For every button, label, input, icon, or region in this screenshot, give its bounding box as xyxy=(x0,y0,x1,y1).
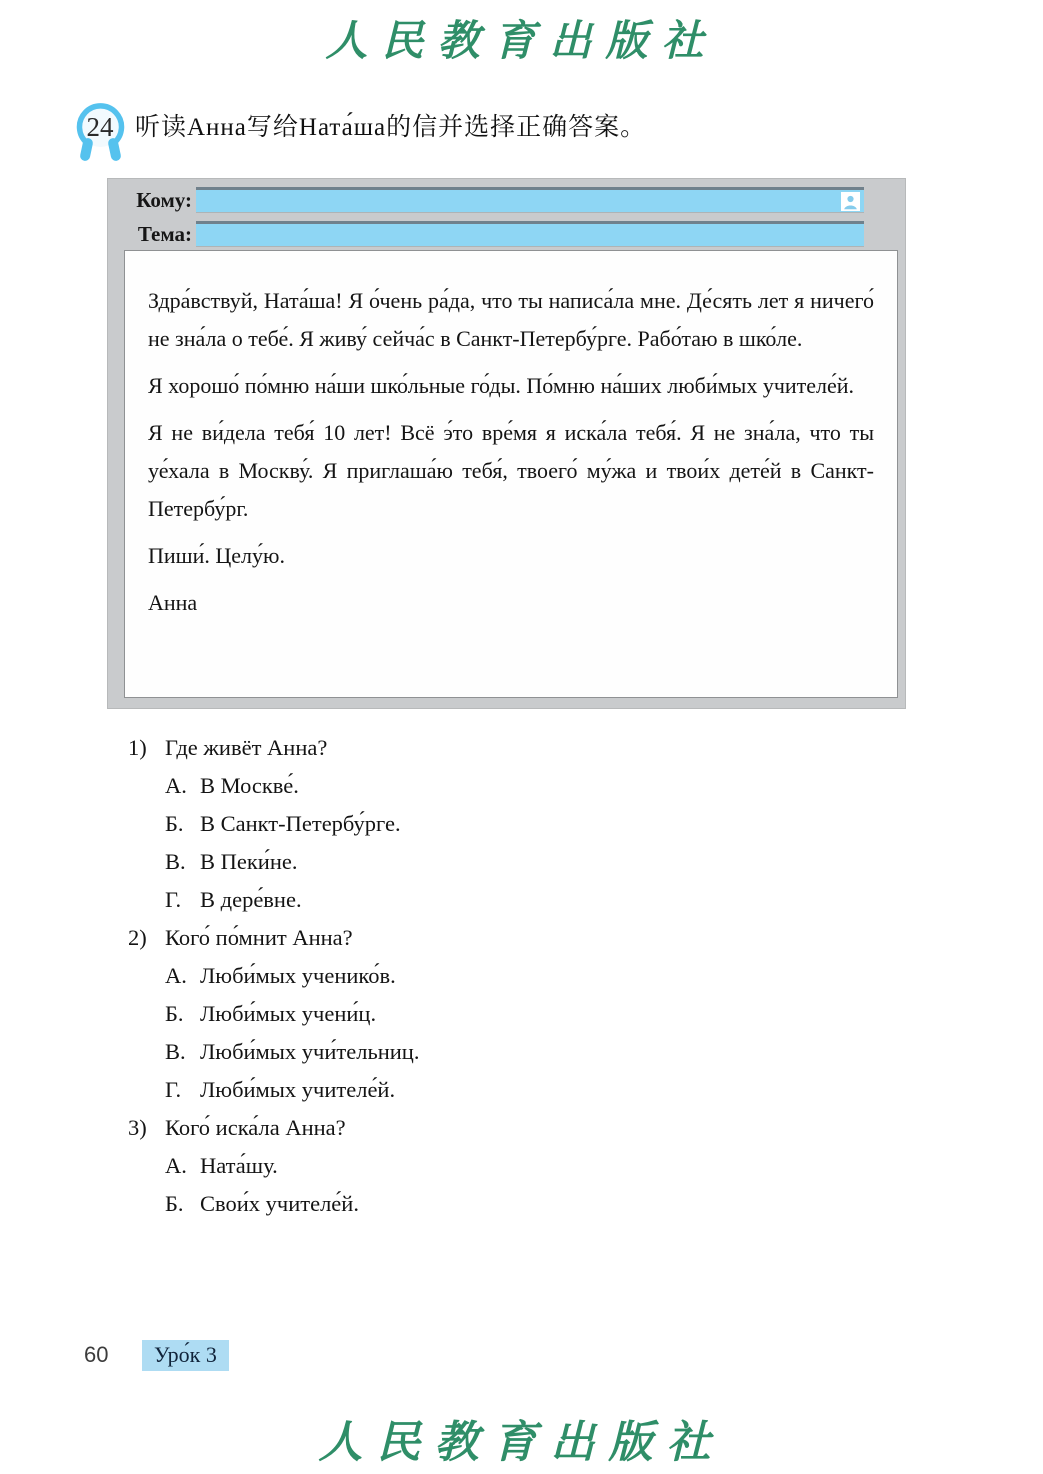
lesson-badge: Уро́к 3 xyxy=(142,1340,229,1371)
exercise-header xyxy=(76,102,646,164)
question-2-option-a[interactable] xyxy=(128,957,848,995)
letter-closing: Пиши́. Целу́ю. xyxy=(148,543,285,568)
option-text: Люби́мых учи́тельниц. xyxy=(200,1039,420,1064)
option-letter: А. xyxy=(165,963,187,988)
question-text: Кого́ иска́ла Анна? xyxy=(165,1115,346,1140)
question-1-option-a[interactable] xyxy=(128,767,848,805)
email-to-input[interactable] xyxy=(196,187,864,213)
contact-button[interactable] xyxy=(841,192,860,211)
option-text: Люби́мых ученико́в. xyxy=(200,963,396,988)
questions-section xyxy=(128,729,848,1223)
option-letter: Г. xyxy=(165,887,182,912)
option-letter: Г. xyxy=(165,1077,182,1102)
question-2-option-v[interactable] xyxy=(128,1033,848,1071)
exercise-badge xyxy=(76,102,126,164)
question-1-option-b[interactable] xyxy=(128,805,848,843)
letter-paragraph: Я не ви́дела тебя́ 10 лет! Всё э́то вре́мя я иска́ла тебя́. Я не зна́ла, что ты уе́хала в Москву́. Я приглаша́ю тебя́, твоего́ му́жа и твои́х дете́й в Санкт-Петербу́рг. xyxy=(148,420,874,521)
option-text: Свои́х учителе́й. xyxy=(200,1191,359,1216)
email-subject-input[interactable] xyxy=(196,221,864,247)
question-3-option-b[interactable] xyxy=(128,1185,848,1223)
option-letter: А. xyxy=(165,1153,187,1178)
question-number: 2) xyxy=(128,925,147,950)
question-1-option-g[interactable] xyxy=(128,881,848,919)
question-3 xyxy=(128,1109,848,1147)
question-number: 3) xyxy=(128,1115,147,1140)
option-letter: Б. xyxy=(165,1191,184,1216)
letter-paragraph: Я хорошо́ по́мню на́ши шко́льные го́ды. По́мню на́ших люби́мых учителе́й. xyxy=(148,373,855,398)
question-3-option-a[interactable] xyxy=(128,1147,848,1185)
publisher-logo-top: 人民教育出版社 xyxy=(325,19,718,65)
email-panel xyxy=(107,178,906,709)
publisher-logo-bottom: 人民教育出版社 xyxy=(318,1418,725,1467)
question-text: Где живёт Анна? xyxy=(165,735,328,760)
option-text: В Пеки́не. xyxy=(200,849,298,874)
option-letter: Б. xyxy=(165,811,184,836)
question-2-option-b[interactable] xyxy=(128,995,848,1033)
person-icon xyxy=(843,194,858,210)
question-1 xyxy=(128,729,848,767)
option-text: В Санкт-Петербу́рге. xyxy=(200,811,401,836)
question-number: 1) xyxy=(128,735,147,760)
letter-body xyxy=(124,250,898,698)
question-2 xyxy=(128,919,848,957)
exercise-instruction: 听读Анна写给Ната́ша的信并选择正确答案。 xyxy=(135,114,647,141)
email-to-label: Кому: xyxy=(136,188,192,212)
option-text: В Москве́. xyxy=(200,773,299,798)
letter-signature: Анна xyxy=(148,590,198,615)
email-subject-label: Тема: xyxy=(137,222,192,246)
email-subject-row xyxy=(108,221,905,249)
page-number: 60 xyxy=(84,1342,109,1367)
email-to-row xyxy=(108,187,905,215)
exercise-number: 24 xyxy=(86,112,114,142)
option-text: Ната́шу. xyxy=(200,1153,278,1178)
option-letter: А. xyxy=(165,773,187,798)
question-2-option-g[interactable] xyxy=(128,1071,848,1109)
option-text: Люби́мых учени́ц. xyxy=(200,1001,377,1026)
option-letter: В. xyxy=(165,1039,186,1064)
option-letter: В. xyxy=(165,849,186,874)
option-text: Люби́мых учителе́й. xyxy=(200,1077,396,1102)
option-text: В дере́вне. xyxy=(200,887,302,912)
letter-paragraph: Здра́вствуй, Ната́ша! Я о́чень ра́да, что ты написа́ла мне. Де́сять лет я ничего́ не зна́ла о тебе́. Я живу́ сейча́с в Санкт-Петербу́рге. Рабо́таю в шко́ле. xyxy=(148,288,874,351)
option-letter: Б. xyxy=(165,1001,184,1026)
question-text: Кого́ по́мнит Анна? xyxy=(165,925,353,950)
question-1-option-v[interactable] xyxy=(128,843,848,881)
